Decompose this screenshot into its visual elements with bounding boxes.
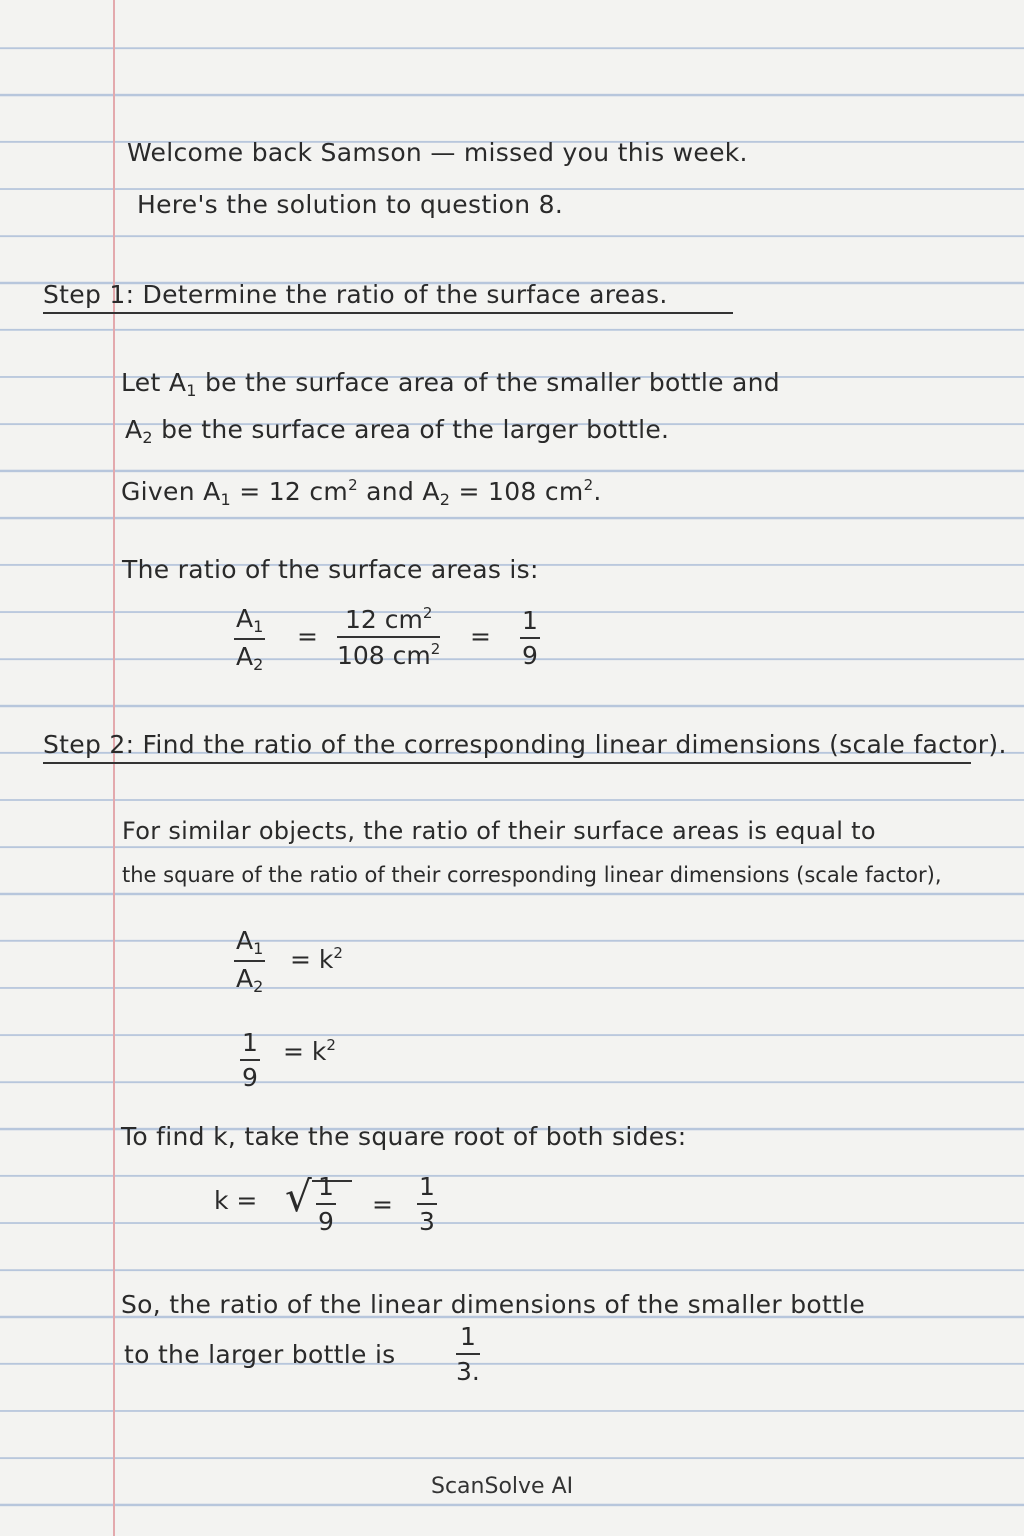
similar-line-2: the square of the ratio of their corresponding linear dimensions (scale factor), [122, 863, 942, 887]
conclusion-den: 3. [456, 1357, 480, 1386]
conclusion-fraction [456, 1322, 480, 1386]
conclusion-line-1: So, the ratio of the linear dimensions of the smaller bottle [121, 1290, 866, 1319]
let-line-2 [125, 415, 669, 447]
let-line-1-a: Let A [121, 368, 187, 397]
eq1-denominator [236, 962, 263, 996]
given-e: . [593, 477, 602, 506]
eq1-numerator [234, 926, 265, 960]
similar-line-1: For similar objects, the ratio of their surface areas is equal to [122, 817, 876, 845]
let-line-2-a: A [125, 415, 143, 444]
frac1-num-sub: 1 [253, 617, 264, 636]
frac3-den: 9 [522, 641, 538, 670]
frac2-den: 108 cm [337, 641, 431, 670]
let-line-1-b: be the surface area of the smaller bottle and [196, 368, 780, 397]
frac2-num: 12 cm [344, 605, 423, 634]
eq2-rhs [283, 1036, 336, 1066]
fraction-a1-a2 [234, 604, 265, 674]
frac1-den-sub: 2 [253, 655, 264, 674]
eq2-num: 1 [242, 1028, 258, 1057]
step-1-label: Step 1: [43, 280, 135, 309]
eq1-num: A [236, 926, 254, 955]
k-res-num: 1 [419, 1172, 435, 1201]
fraction-12-108 [337, 604, 440, 670]
eq1-rhs-sup: 2 [333, 944, 343, 962]
equals-sign: = [297, 622, 318, 651]
fraction-a1-a2-numerator [234, 604, 265, 638]
let-line-2-sub: 2 [142, 428, 153, 447]
given-b: = 12 cm [230, 477, 349, 506]
k-lhs: k = [214, 1186, 258, 1215]
conclusion-line-2: to the larger bottle is [124, 1340, 396, 1369]
equation-area-ratio-fraction [234, 926, 265, 996]
given-sub-1: 1 [220, 490, 231, 509]
eq1-rhs-text: = k [290, 945, 334, 974]
eq1-den-sub: 2 [253, 977, 264, 996]
equation-one-ninth-fraction [240, 1028, 260, 1092]
let-line-1 [121, 368, 780, 400]
sqrt-fraction [316, 1172, 336, 1236]
step-1-heading [43, 280, 733, 314]
frac3-num: 1 [522, 606, 538, 635]
footer-brand: ScanSolve AI [431, 1474, 574, 1499]
fraction-12-108-denominator [337, 638, 440, 670]
step-1-title: Determine the ratio of the surface areas. [134, 280, 668, 309]
k-result-fraction [417, 1172, 437, 1236]
equals-sign: = [470, 622, 491, 651]
step-2-heading [43, 730, 1007, 764]
fraction-12-108-numerator [343, 604, 434, 636]
given-d: = 108 cm [450, 477, 584, 506]
eq1-rhs [290, 944, 343, 974]
eq2-den: 9 [242, 1063, 258, 1092]
sqrt-symbol: √ [285, 1172, 312, 1221]
step-2-title: Find the ratio of the corresponding linear dimensions (scale factor). [134, 730, 1007, 759]
conclusion-num: 1 [459, 1322, 476, 1351]
given-sup-1: 2 [348, 476, 358, 494]
frac2-den-sup: 2 [430, 640, 441, 658]
given-c: and A [357, 477, 440, 506]
fraction-a1-a2-denominator [236, 640, 263, 674]
eq2-rhs-sup: 2 [326, 1036, 336, 1054]
frac2-num-sup: 2 [422, 604, 433, 622]
let-line-1-sub: 1 [186, 381, 197, 400]
margin-line [113, 0, 115, 1536]
ratio-intro: The ratio of the surface areas is: [122, 555, 539, 584]
sqrt-num: 1 [318, 1172, 334, 1201]
greeting-line-2: Here's the solution to question 8. [137, 190, 564, 219]
frac1-den: A [236, 642, 254, 671]
k-equals: = [372, 1190, 393, 1219]
find-k-line: To find k, take the square root of both sides: [121, 1122, 687, 1151]
given-line [121, 476, 602, 509]
eq2-rhs-text: = k [283, 1037, 327, 1066]
given-sub-2: 2 [439, 490, 451, 509]
frac1-num: A [236, 604, 254, 633]
sqrt-den: 9 [318, 1207, 334, 1236]
given-sup-2: 2 [583, 476, 594, 494]
given-a: Given A [121, 477, 221, 506]
eq1-den: A [236, 964, 254, 993]
let-line-2-b: be the surface area of the larger bottle. [152, 415, 670, 444]
eq1-num-sub: 1 [253, 939, 264, 958]
k-res-den: 3 [419, 1207, 435, 1236]
greeting-line-1: Welcome back Samson — missed you this week. [127, 138, 748, 167]
fraction-1-9 [520, 606, 540, 670]
step-2-label: Step 2: [43, 730, 135, 759]
